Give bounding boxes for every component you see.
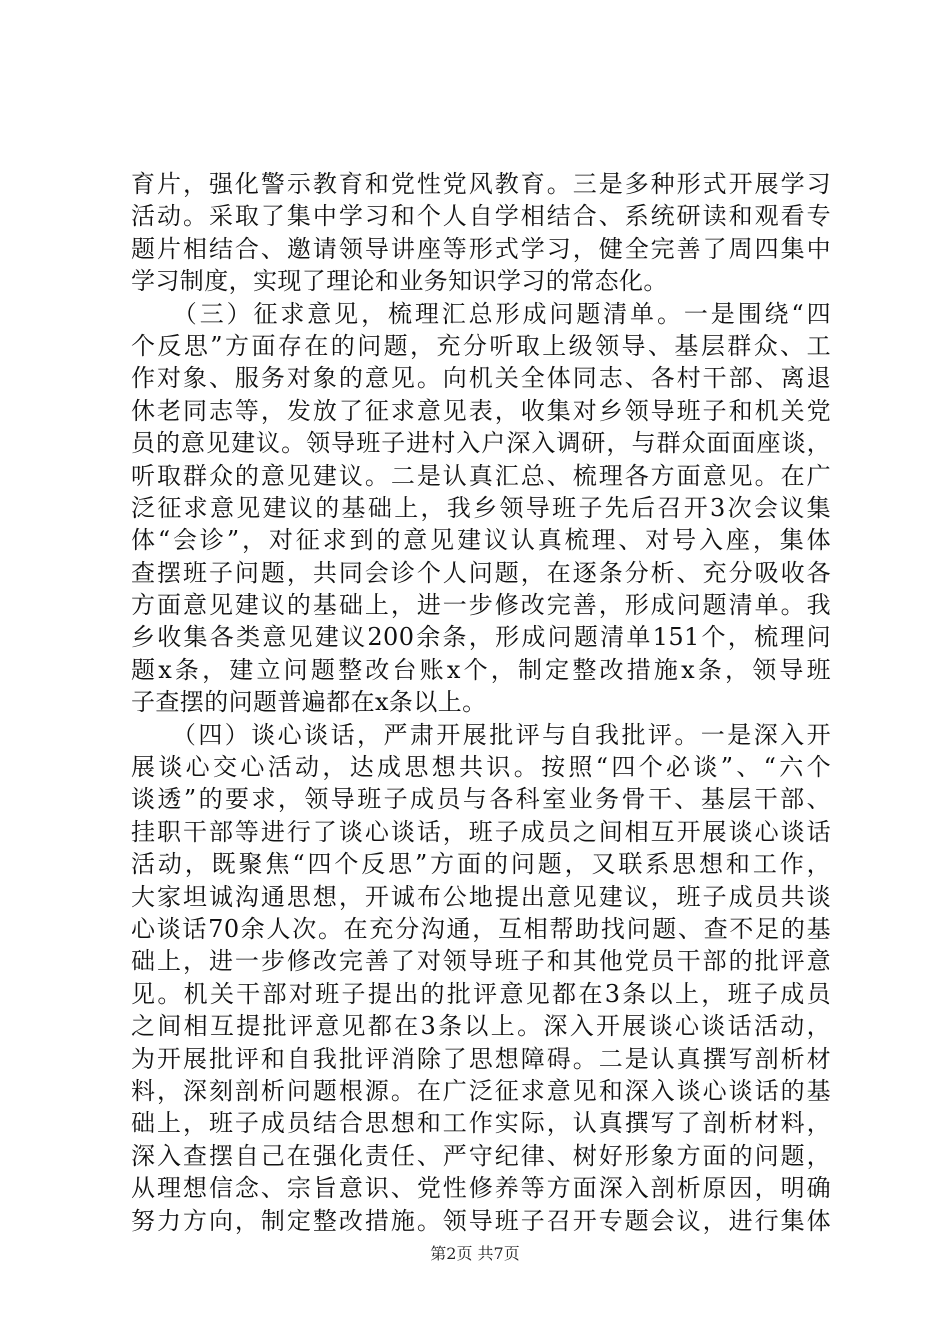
text-line: （四）谈心谈话，严肃开展批评与自我批评。一是深入开 xyxy=(131,720,831,749)
body-text xyxy=(131,168,831,1237)
text-line: 础上，进一步修改完善了对领导班子和其他党员干部的批评意 xyxy=(131,947,831,976)
text-line: 查摆班子问题，共同会诊个人问题，在逐条分析、充分吸收各 xyxy=(131,558,831,587)
text-line: 见。机关干部对班子提出的批评意见都在3条以上，班子成员 xyxy=(131,979,831,1008)
text-line: （三）征求意见，梳理汇总形成问题清单。一是围绕“四 xyxy=(131,299,831,328)
page-footer xyxy=(0,1244,950,1264)
text-line: 谈透”的要求，领导班子成员与各科室业务骨干、基层干部、 xyxy=(131,785,831,814)
page-number: 第2页 共7页 xyxy=(430,1244,520,1263)
text-line: 育片，强化警示教育和党性党风教育。三是多种形式开展学习 xyxy=(131,170,831,198)
text-line: 努力方向，制定整改措施。领导班子召开专题会议，进行集体 xyxy=(131,1206,831,1235)
text-line: 泛征求意见建议的基础上，我乡领导班子先后召开3次会议集 xyxy=(131,493,831,522)
text-line: 方面意见建议的基础上，进一步修改完善，形成问题清单。我 xyxy=(131,591,831,620)
text-line: 活动，既聚焦“四个反思”方面的问题，又联系思想和工作， xyxy=(131,850,831,879)
text-line: 深入查摆自己在强化责任、严守纪律、树好形象方面的问题， xyxy=(131,1141,831,1170)
text-line: 听取群众的意见建议。二是认真汇总、梳理各方面意见。在广 xyxy=(131,461,831,490)
text-line: 础上，班子成员结合思想和工作实际，认真撰写了剖析材料， xyxy=(131,1109,831,1138)
text-line: 展谈心交心活动，达成思想共识。按照“四个必谈”、“六个 xyxy=(131,753,831,782)
text-line: 个反思”方面存在的问题，充分听取上级领导、基层群众、工 xyxy=(131,331,831,360)
text-line: 作对象、服务对象的意见。向机关全体同志、各村干部、离退 xyxy=(131,364,831,393)
text-line: 大家坦诚沟通思想，开诚布公地提出意见建议，班子成员共谈 xyxy=(131,882,831,911)
text-line: 子查摆的问题普遍都在x条以上。 xyxy=(131,688,487,717)
text-line: 从理想信念、宗旨意识、党性修养等方面深入剖析原因，明确 xyxy=(131,1174,831,1203)
text-line: 休老同志等，发放了征求意见表，收集对乡领导班子和机关党 xyxy=(131,396,831,425)
text-line: 料，深刻剖析问题根源。在广泛征求意见和深入谈心谈话的基 xyxy=(131,1076,831,1105)
text-line: 员的意见建议。领导班子进村入户深入调研，与群众面面座谈， xyxy=(131,429,831,458)
text-line: 学习制度，实现了理论和业务知识学习的常态化。 xyxy=(131,267,668,296)
text-line: 心谈话70余人次。在充分沟通，互相帮助找问题、查不足的基 xyxy=(131,914,831,943)
text-line: 题片相结合、邀请领导讲座等形式学习，健全完善了周四集中 xyxy=(131,234,831,263)
text-line: 乡收集各类意见建议200余条，形成问题清单151个，梳理问 xyxy=(131,623,831,652)
text-line: 题x条，建立问题整改台账x个，制定整改措施x条，领导班 xyxy=(131,655,831,684)
text-line: 挂职干部等进行了谈心谈话，班子成员之间相互开展谈心谈话 xyxy=(131,817,831,846)
text-line: 为开展批评和自我批评消除了思想障碍。二是认真撰写剖析材 xyxy=(131,1044,831,1073)
text-line: 活动。采取了集中学习和个人自学相结合、系统研读和观看专 xyxy=(131,202,831,231)
text-line: 体“会诊”，对征求到的意见建议认真梳理、对号入座，集体 xyxy=(131,526,831,555)
text-line: 之间相互提批评意见都在3条以上。深入开展谈心谈话活动， xyxy=(131,1012,831,1041)
